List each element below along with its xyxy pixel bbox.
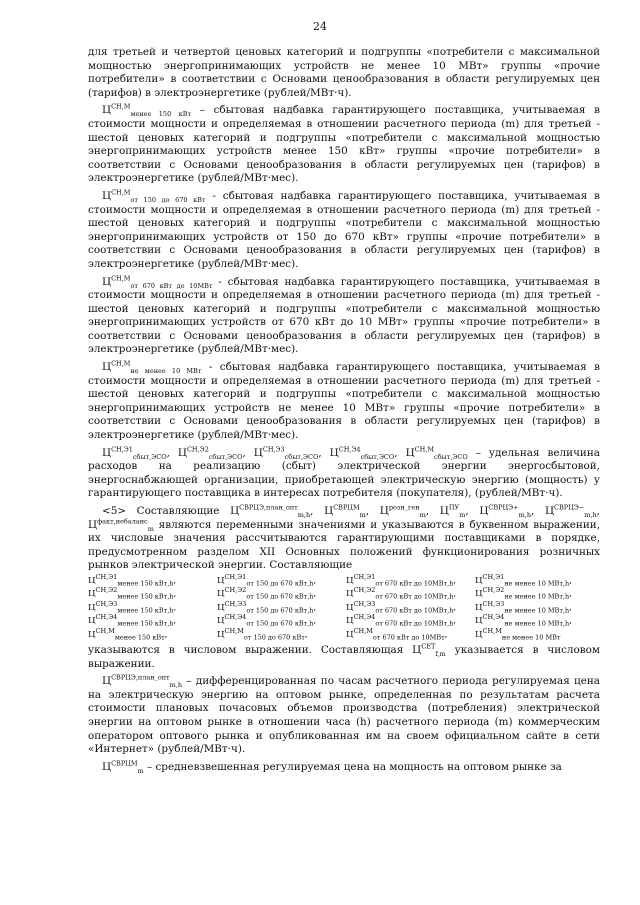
paragraph-numeric-expression: указываются в числовом выражении. Составляющая $Ц^{СЕТ}_{f,m}$ указывается в числовом выражении. [88,642,600,670]
definition-wholesale-energy-price: $Ц^{СВРЦЭ,план\_опт}_{m,h}$ – дифференцированная по часам расчетного периода регулируемая цена на электрическую энергию на оптовом рынке, определенная по результатам расчета стоимости плановых почасовых объемов производства (потребления) электрической энергии на оптовом рынке в отношении часа (h) расчетного периода (m) коммерческим оператором оптового рынка и опубликованная им на своем официальном сайте в сети «Интернет» (рублей/МВт·ч). [88,673,600,756]
component-item: $Ц^{СН,М}_{не менее 10 МВт}$ [475,626,561,642]
component-item: $Ц^{СН,Э4}_{от 670 кВт до 10МВт,h}$, [346,613,457,628]
component-item: $Ц^{СН,М}_{менее 150 кВт}$, [88,626,168,642]
component-item: $Ц^{СН,Э2}_{от 150 до 670 кВт,h}$, [217,586,317,602]
component-item: $Ц^{СН,Э1}_{от 150 до 670 кВт,h}$, [217,573,317,588]
component-item: $Ц^{СН,Э2}_{не менее 10 МВт,h}$, [475,586,572,602]
definition-markup-150-670kw: $Ц^{СН,М}_{от 150 до 670 кВт}$ - сбытовая надбавка гарантирующего поставщика, учитываемая в стоимости мощности и определяемая в отношении расчетного периода (m) для третьей - шестой ценовых категорий и подгруппы «потребители с максимальной мощностью энергопринимающих устройств от 150 до 670 кВт» группы «прочие потребители» в соответствии с Основами ценообразования в области регулируемых цен (тарифов) в электроэнергетике (рублей/МВт·мес). [88,188,600,270]
component-item: $Ц^{СН,Э2}_{менее 150 кВт,h}$, [88,586,177,602]
page-number: 24 [313,20,327,33]
component-item: $Ц^{СН,Э1}_{менее 150 кВт,h}$, [88,573,177,588]
component-item: $Ц^{СН,Э3}_{от 670 кВт до 10МВт,h}$, [346,599,457,615]
component-item: $Ц^{СН,Э2}_{от 670 кВт до 10МВт,h}$, [346,586,457,602]
component-item: $Ц^{СН,Э1}_{от 670 кВт до 10МВт,h}$, [346,573,457,588]
component-item: $Ц^{СН,Э4}_{не менее 10 МВт,h}$, [475,613,572,628]
component-item: $Ц^{СН,Э1}_{не менее 10 МВт,h}$, [475,573,572,588]
paragraph-continuation: для третьей и четвертой ценовых категорий и подгруппы «потребители с максимальной мощностью энергопринимающих устройств не менее 10 МВт» группы «прочие потребители» в соответствии с Основами ценообразования в области регулируемых цен (тарифов) в электроэнергетике (рублей/МВт·ч). [88,46,600,99]
component-item: $Ц^{СН,Э4}_{от 150 до 670 кВт,h}$, [217,613,317,628]
definition-markup-over-10mw: $Ц^{СН,М}_{не менее 10 МВт}$ - сбытовая надбавка гарантирующего поставщика, учитываемая в стоимости мощности и определяемая в отношении расчетного периода (m) для третьей - шестой ценовых категорий и подгруппы «потребители с максимальной мощностью энергопринимающих устройств не менее 10 МВт» группы «прочие потребители» в соответствии с Основами ценообразования в области регулируемых цен (тарифов) в электроэнергетике (рублей/МВт·мес). [88,359,600,442]
components-list [88,575,600,641]
component-item: $Ц^{СН,Э3}_{не менее 10 МВт,h}$, [475,599,572,615]
document-body [88,46,600,778]
definition-markup-670kw-10mw: $Ц^{СН,М}_{от 670 кВт до 10МВт}$ - сбытовая надбавка гарантирующего поставщика, учитываемая в стоимости мощности и определяемая в отношении расчетного периода (m) для третьей - шестой ценовых категорий и подгруппы «потребители с максимальной мощностью энергопринимающих устройств от 670 кВт до 10 МВт» группы «прочие потребители» в соответствии с Основами ценообразования в области регулируемых цен (тарифов) в электроэнергетике (рублей/МВт·мес). [88,274,600,356]
definition-wholesale-capacity-price: $Ц^{СВРЦМ}_m$ – средневзвешенная регулируемая цена на мощность на оптовом рынке за [102,759,562,775]
definition-sales-expenses: $Ц^{СН,Э1}_{сбыт,ЭСО}$, $Ц^{СН,Э2}_{сбыт,ЭСО}$, $Ц^{СН,Э3}_{сбыт,ЭСО}$, $Ц^{СН,Э4}_{сбыт,ЭСО}$, $Ц^{СН,М}_{сбыт,ЭСО}$ – удельная величина расходов на реализацию (сбыт) электрической энергии энергосбытовой, энергоснабжающей организации, приобретающей электрическую энергию (мощность) у гарантирующего поставщика в интересах потребителя (покупателя), (рублей/МВт·ч). [88,445,600,500]
component-item: $Ц^{СН,М}_{от 670 кВт до 10МВт}$, [346,626,448,642]
component-item: $Ц^{СН,Э4}_{менее 150 кВт,h}$, [88,613,177,628]
footnote-5-text: <5> Составляющие $Ц^{СВРЦЭ,план\_опт}_{m,h}$, $Ц^{СВРЦМ}_m$, $Ц^{розн\_ген}_m$, $Ц^{ПУ}_m$, $Ц^{СВРЦЭ+}_{m,h}$, $Ц^{СВРЦЭ-}_{m,h}$, $Ц^{факт,небаланс}_m$ являются переменными значениями и указываются в буквенном выражении, их числовые значения рассчитываются гарантирующими поставщиками в порядке, предусмотренном разделом XII Основных положений функционирования розничных рынков электрической энергии. Составляющие [88,503,600,572]
component-item: $Ц^{СН,М}_{от 150 до 670 кВт}$, [217,626,308,642]
component-item: $Ц^{СН,Э3}_{от 150 до 670 кВт,h}$, [217,599,317,615]
component-item: $Ц^{СН,Э3}_{менее 150 кВт,h}$, [88,599,177,615]
definition-markup-under-150kw: $Ц^{СН,М}_{менее 150 кВт}$ – сбытовая надбавка гарантирующего поставщика, учитываемая в стоимости мощности и определяемая в отношении расчетного периода (m) для третьей - шестой ценовых категорий и подгруппы «потребители с максимальной мощностью энергопринимающих устройств менее 150 кВт» группы «прочие потребители» в соответствии с Основами ценообразования в области регулируемых цен (тарифов) в электроэнергетике (рублей/МВт·мес). [88,102,600,185]
